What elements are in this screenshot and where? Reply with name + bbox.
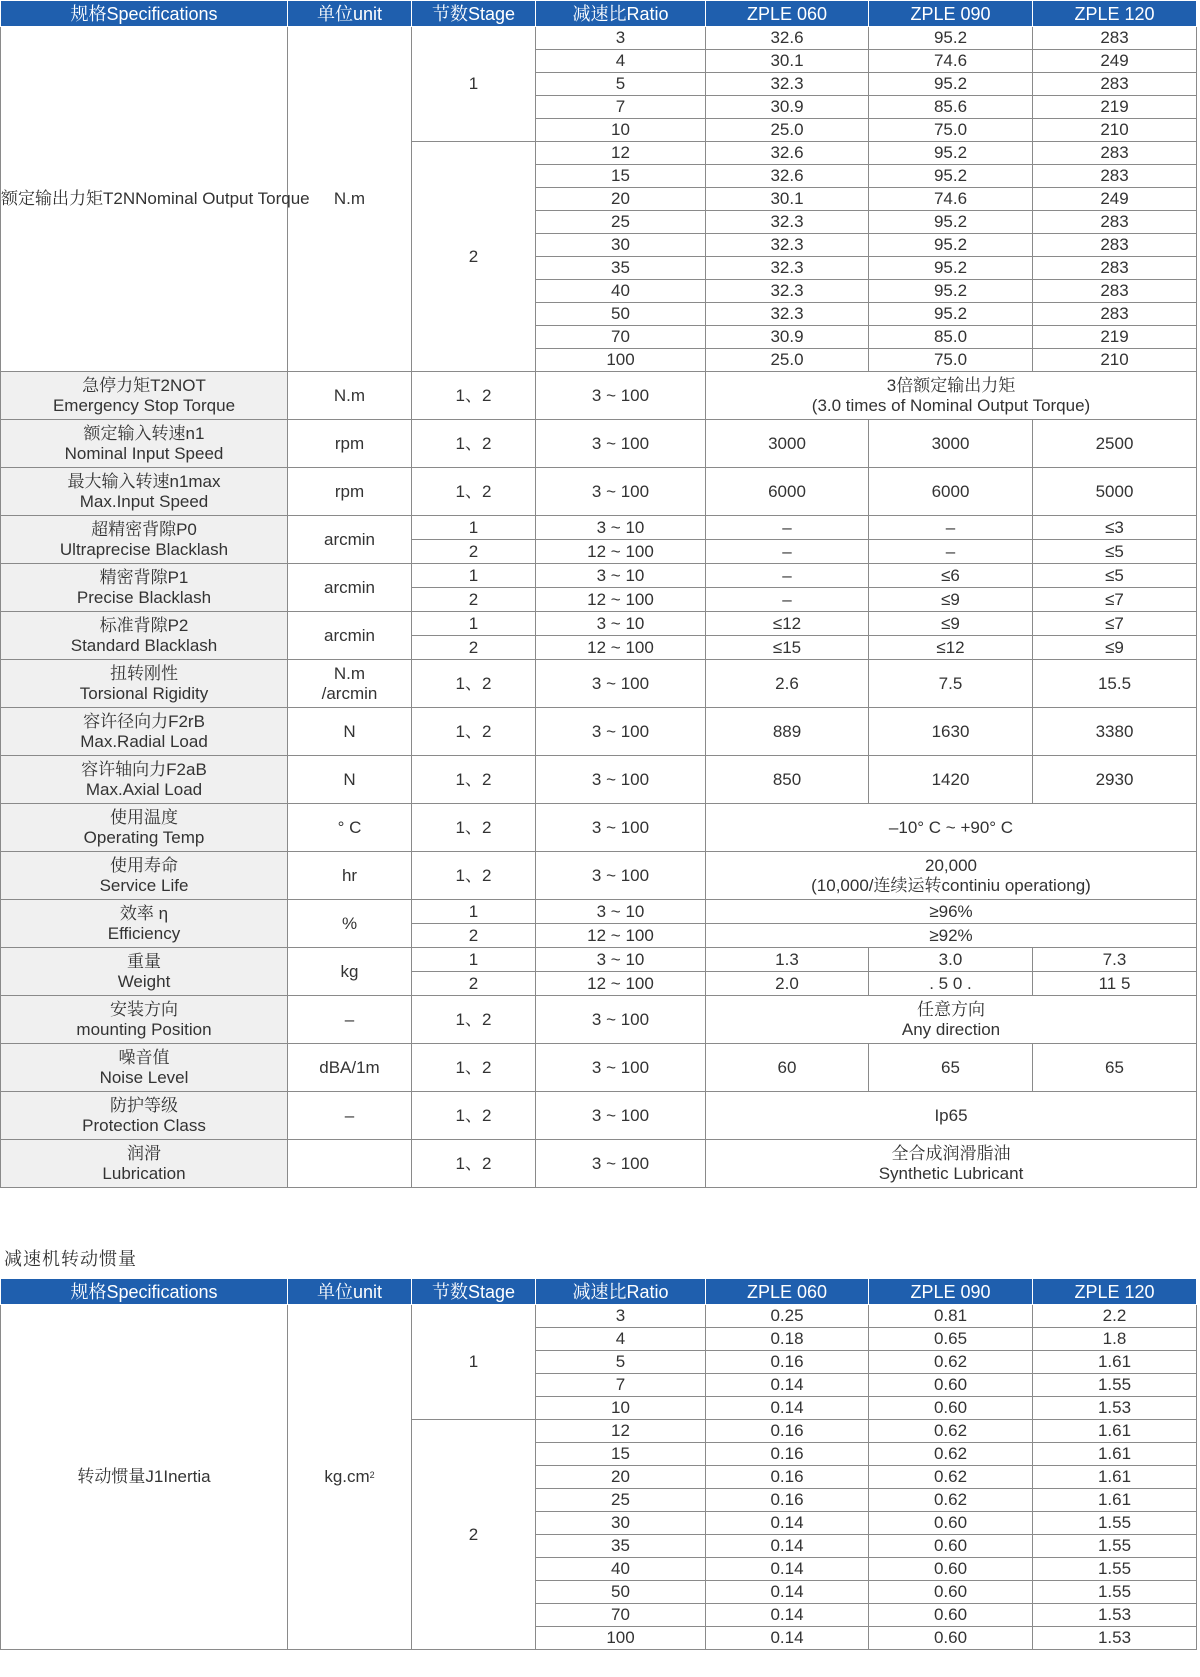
spec-label: 容许轴向力F2aB Max.Axial Load bbox=[1, 756, 288, 804]
unit-cell: arcmin bbox=[288, 516, 412, 564]
value-cell: 95.2 bbox=[869, 234, 1033, 257]
value-cell: ≤9 bbox=[1033, 636, 1197, 660]
value-cell: 889 bbox=[706, 708, 869, 756]
ratio-cell: 30 bbox=[536, 1512, 706, 1535]
value-cell: 1.8 bbox=[1033, 1328, 1197, 1351]
value-cell: 74.6 bbox=[869, 50, 1033, 73]
stage-cell: 1、2 bbox=[412, 996, 536, 1044]
ratio-cell: 7 bbox=[536, 96, 706, 119]
value-cell: 32.6 bbox=[706, 142, 869, 165]
spec-label: 急停力矩T2NOT Emergency Stop Torque bbox=[1, 372, 288, 420]
value-cell: 0.16 bbox=[706, 1420, 869, 1443]
value-cell: 0.62 bbox=[869, 1420, 1033, 1443]
value-cell: 1.61 bbox=[1033, 1466, 1197, 1489]
ratio-cell: 10 bbox=[536, 1397, 706, 1420]
value-cell: 6000 bbox=[706, 468, 869, 516]
stage-cell: 2 bbox=[412, 588, 536, 612]
value-cell: 0.60 bbox=[869, 1512, 1033, 1535]
table-row bbox=[1, 1305, 1197, 1328]
value-cell: – bbox=[869, 540, 1033, 564]
ratio-cell: 35 bbox=[536, 1535, 706, 1558]
ratio-cell: 10 bbox=[536, 119, 706, 142]
value-cell: 95.2 bbox=[869, 211, 1033, 234]
ratio-cell: 50 bbox=[536, 303, 706, 326]
header-row bbox=[1, 1, 1197, 27]
ratio-cell: 3 ~ 100 bbox=[536, 420, 706, 468]
value-cell: ≤15 bbox=[706, 636, 869, 660]
value-cell: 32.6 bbox=[706, 165, 869, 188]
table-row bbox=[1, 420, 1197, 468]
value-cell: 0.16 bbox=[706, 1489, 869, 1512]
header-ratio: 减速比Ratio bbox=[536, 1279, 706, 1305]
value-cell: 32.3 bbox=[706, 211, 869, 234]
header-zple120: ZPLE 120 bbox=[1033, 1279, 1197, 1305]
value-cell: 283 bbox=[1033, 165, 1197, 188]
value-cell: 30.1 bbox=[706, 188, 869, 211]
value-cell: 0.60 bbox=[869, 1374, 1033, 1397]
unit-cell: N bbox=[288, 708, 412, 756]
value-cell: 249 bbox=[1033, 50, 1197, 73]
ratio-cell: 3 ~ 100 bbox=[536, 1092, 706, 1140]
table-row bbox=[1, 468, 1197, 516]
unit-cell: rpm bbox=[288, 420, 412, 468]
unit-cell: ° C bbox=[288, 804, 412, 852]
value-cell: 0.65 bbox=[869, 1328, 1033, 1351]
value-cell: – bbox=[706, 516, 869, 540]
unit-cell: arcmin bbox=[288, 564, 412, 612]
table-row bbox=[1, 1140, 1197, 1188]
header-unit: 单位unit bbox=[288, 1279, 412, 1305]
ratio-cell: 12 bbox=[536, 1420, 706, 1443]
value-cell: 0.25 bbox=[706, 1305, 869, 1328]
table-row bbox=[1, 708, 1197, 756]
value-cell: 210 bbox=[1033, 349, 1197, 372]
value-cell: 85.6 bbox=[869, 96, 1033, 119]
value-cell: ≥96% bbox=[706, 900, 1197, 924]
header-ratio: 减速比Ratio bbox=[536, 1, 706, 27]
value-cell: 0.14 bbox=[706, 1374, 869, 1397]
value-cell: 2.2 bbox=[1033, 1305, 1197, 1328]
value-cell: 1630 bbox=[869, 708, 1033, 756]
value-cell: 7.5 bbox=[869, 660, 1033, 708]
value-cell: 2.0 bbox=[706, 972, 869, 996]
value-cell: 95.2 bbox=[869, 165, 1033, 188]
value-cell: 15.5 bbox=[1033, 660, 1197, 708]
unit-cell: N.m bbox=[288, 372, 412, 420]
ratio-cell: 15 bbox=[536, 1443, 706, 1466]
table-row bbox=[1, 948, 1197, 972]
value-cell: 3倍额定输出力矩 (3.0 times of Nominal Output Torque) bbox=[706, 372, 1197, 420]
stage-cell: 2 bbox=[412, 1420, 536, 1650]
unit-cell: arcmin bbox=[288, 612, 412, 660]
value-cell: 219 bbox=[1033, 96, 1197, 119]
stage-cell: 1、2 bbox=[412, 468, 536, 516]
value-cell: 30.9 bbox=[706, 96, 869, 119]
header-spec: 规格Specifications bbox=[1, 1, 288, 27]
header-stage: 节数Stage bbox=[412, 1, 536, 27]
value-cell: 任意方向 Any direction bbox=[706, 996, 1197, 1044]
value-cell: 0.16 bbox=[706, 1351, 869, 1374]
stage-cell: 1、2 bbox=[412, 1044, 536, 1092]
ratio-cell: 35 bbox=[536, 257, 706, 280]
value-cell: 1.61 bbox=[1033, 1489, 1197, 1512]
table-row bbox=[1, 804, 1197, 852]
value-cell: ≤6 bbox=[869, 564, 1033, 588]
value-cell: 7.3 bbox=[1033, 948, 1197, 972]
ratio-cell: 3 ~ 100 bbox=[536, 852, 706, 900]
unit-cell: kg bbox=[288, 948, 412, 996]
value-cell: 75.0 bbox=[869, 349, 1033, 372]
value-cell: 1.61 bbox=[1033, 1443, 1197, 1466]
inertia-table bbox=[0, 1278, 1197, 1650]
value-cell: 20,000 (10,000/连续运转continiu operationg) bbox=[706, 852, 1197, 900]
value-cell: 2930 bbox=[1033, 756, 1197, 804]
torque-body bbox=[1, 27, 1197, 372]
value-cell: 1.53 bbox=[1033, 1397, 1197, 1420]
unit-cell: % bbox=[288, 900, 412, 948]
table-row bbox=[1, 996, 1197, 1044]
spec-label: 标准背隙P2 Standard Blacklash bbox=[1, 612, 288, 660]
stage-cell: 1 bbox=[412, 564, 536, 588]
ratio-cell: 5 bbox=[536, 73, 706, 96]
ratio-cell: 70 bbox=[536, 1604, 706, 1627]
ratio-cell: 5 bbox=[536, 1351, 706, 1374]
value-cell: 1.3 bbox=[706, 948, 869, 972]
value-cell: 0.14 bbox=[706, 1535, 869, 1558]
table-row bbox=[1, 900, 1197, 924]
inertia-body bbox=[1, 1305, 1197, 1650]
ratio-cell: 3 ~ 100 bbox=[536, 996, 706, 1044]
value-cell: Ip65 bbox=[706, 1092, 1197, 1140]
spec-label: 重量 Weight bbox=[1, 948, 288, 996]
value-cell: 0.16 bbox=[706, 1466, 869, 1489]
ratio-cell: 4 bbox=[536, 1328, 706, 1351]
value-cell: ≤5 bbox=[1033, 564, 1197, 588]
ratio-cell: 20 bbox=[536, 1466, 706, 1489]
value-cell: 95.2 bbox=[869, 142, 1033, 165]
ratio-cell: 30 bbox=[536, 234, 706, 257]
value-cell: 32.3 bbox=[706, 280, 869, 303]
value-cell: 283 bbox=[1033, 257, 1197, 280]
value-cell: 1.55 bbox=[1033, 1558, 1197, 1581]
value-cell: 85.0 bbox=[869, 326, 1033, 349]
stage-cell: 1、2 bbox=[412, 756, 536, 804]
value-cell: 32.6 bbox=[706, 27, 869, 50]
spec-label: 超精密背隙P0 Ultraprecise Blacklash bbox=[1, 516, 288, 564]
ratio-cell: 20 bbox=[536, 188, 706, 211]
value-cell: ≤7 bbox=[1033, 588, 1197, 612]
value-cell: 0.14 bbox=[706, 1581, 869, 1604]
ratio-cell: 70 bbox=[536, 326, 706, 349]
unit-cell: – bbox=[288, 996, 412, 1044]
ratio-cell: 3 ~ 10 bbox=[536, 564, 706, 588]
value-cell: 95.2 bbox=[869, 280, 1033, 303]
ratio-cell: 3 bbox=[536, 27, 706, 50]
value-cell: 65 bbox=[869, 1044, 1033, 1092]
stage-cell: 2 bbox=[412, 636, 536, 660]
unit-cell bbox=[288, 1140, 412, 1188]
value-cell: 3380 bbox=[1033, 708, 1197, 756]
table-row bbox=[1, 756, 1197, 804]
value-cell: – bbox=[706, 564, 869, 588]
stage-cell: 1 bbox=[412, 1305, 536, 1420]
value-cell: 32.3 bbox=[706, 257, 869, 280]
stage-cell: 1、2 bbox=[412, 372, 536, 420]
header-row bbox=[1, 1279, 1197, 1305]
stage-cell: 2 bbox=[412, 972, 536, 996]
value-cell: 95.2 bbox=[869, 27, 1033, 50]
value-cell: 25.0 bbox=[706, 349, 869, 372]
value-cell: 6000 bbox=[869, 468, 1033, 516]
stage-cell: 2 bbox=[412, 540, 536, 564]
value-cell: 0.60 bbox=[869, 1627, 1033, 1650]
spec-label: 精密背隙P1 Precise Blacklash bbox=[1, 564, 288, 612]
stage-cell: 1、2 bbox=[412, 1092, 536, 1140]
spec-label: 转动惯量J1Inertia bbox=[1, 1305, 288, 1650]
value-cell: 1.55 bbox=[1033, 1374, 1197, 1397]
value-cell: 283 bbox=[1033, 280, 1197, 303]
ratio-cell: 50 bbox=[536, 1581, 706, 1604]
value-cell: 0.62 bbox=[869, 1443, 1033, 1466]
unit-cell: $kg.cm^2$ bbox=[288, 1305, 412, 1650]
ratio-cell: 100 bbox=[536, 1627, 706, 1650]
value-cell: 30.1 bbox=[706, 50, 869, 73]
value-cell: ≤3 bbox=[1033, 516, 1197, 540]
table-row bbox=[1, 516, 1197, 540]
header-zple090: ZPLE 090 bbox=[869, 1279, 1033, 1305]
value-cell: 0.81 bbox=[869, 1305, 1033, 1328]
ratio-cell: 25 bbox=[536, 211, 706, 234]
value-cell: 1.61 bbox=[1033, 1420, 1197, 1443]
value-cell: 283 bbox=[1033, 27, 1197, 50]
value-cell: 32.3 bbox=[706, 73, 869, 96]
value-cell: 5000 bbox=[1033, 468, 1197, 516]
stage-cell: 1 bbox=[412, 948, 536, 972]
value-cell: 0.60 bbox=[869, 1581, 1033, 1604]
value-cell: 1420 bbox=[869, 756, 1033, 804]
ratio-cell: 3 ~ 10 bbox=[536, 900, 706, 924]
ratio-cell: 12 ~ 100 bbox=[536, 924, 706, 948]
value-cell: 3.0 bbox=[869, 948, 1033, 972]
spec-label: 使用温度 Operating Temp bbox=[1, 804, 288, 852]
value-cell: 283 bbox=[1033, 211, 1197, 234]
value-cell: – bbox=[706, 588, 869, 612]
value-cell: 0.60 bbox=[869, 1558, 1033, 1581]
value-cell: 283 bbox=[1033, 142, 1197, 165]
ratio-cell: 12 ~ 100 bbox=[536, 540, 706, 564]
value-cell: 1.53 bbox=[1033, 1604, 1197, 1627]
stage-cell: 2 bbox=[412, 142, 536, 372]
ratio-cell: 4 bbox=[536, 50, 706, 73]
ratio-cell: 12 bbox=[536, 142, 706, 165]
value-cell: 0.60 bbox=[869, 1604, 1033, 1627]
ratio-cell: 3 ~ 100 bbox=[536, 756, 706, 804]
value-cell: 0.60 bbox=[869, 1535, 1033, 1558]
ratio-cell: 3 ~ 100 bbox=[536, 708, 706, 756]
value-cell: 283 bbox=[1033, 234, 1197, 257]
stage-cell: 1 bbox=[412, 612, 536, 636]
value-cell: 30.9 bbox=[706, 326, 869, 349]
value-cell: . 5 0 . bbox=[869, 972, 1033, 996]
value-cell: 2500 bbox=[1033, 420, 1197, 468]
value-cell: 32.3 bbox=[706, 303, 869, 326]
spec-label: 容许径向力F2rB Max.Radial Load bbox=[1, 708, 288, 756]
header-zple060: ZPLE 060 bbox=[706, 1279, 869, 1305]
value-cell: ≤12 bbox=[706, 612, 869, 636]
value-cell: 249 bbox=[1033, 188, 1197, 211]
value-cell: 1.61 bbox=[1033, 1351, 1197, 1374]
value-cell: 1.53 bbox=[1033, 1627, 1197, 1650]
stage-cell: 1、2 bbox=[412, 1140, 536, 1188]
value-cell: 283 bbox=[1033, 73, 1197, 96]
value-cell: 95.2 bbox=[869, 73, 1033, 96]
spec-label: 额定输入转速n1 Nominal Input Speed bbox=[1, 420, 288, 468]
value-cell: 0.14 bbox=[706, 1512, 869, 1535]
value-cell: 850 bbox=[706, 756, 869, 804]
spec-label: 润滑 Lubrication bbox=[1, 1140, 288, 1188]
value-cell: – bbox=[706, 540, 869, 564]
ratio-cell: 3 ~ 100 bbox=[536, 660, 706, 708]
ratio-cell: 12 ~ 100 bbox=[536, 636, 706, 660]
spec-label: 使用寿命 Service Life bbox=[1, 852, 288, 900]
value-cell: – bbox=[869, 516, 1033, 540]
table-row bbox=[1, 372, 1197, 420]
value-cell: 0.16 bbox=[706, 1443, 869, 1466]
ratio-cell: 3 ~ 100 bbox=[536, 1140, 706, 1188]
stage-cell: 1、2 bbox=[412, 708, 536, 756]
unit-cell: N.m bbox=[288, 27, 412, 372]
ratio-cell: 25 bbox=[536, 1489, 706, 1512]
value-cell: 0.62 bbox=[869, 1351, 1033, 1374]
value-cell: 219 bbox=[1033, 326, 1197, 349]
ratio-cell: 3 ~ 10 bbox=[536, 948, 706, 972]
stage-cell: 1、2 bbox=[412, 804, 536, 852]
value-cell: 3000 bbox=[869, 420, 1033, 468]
table-row bbox=[1, 660, 1197, 708]
table-row bbox=[1, 1044, 1197, 1092]
value-cell: 1.55 bbox=[1033, 1581, 1197, 1604]
inertia-caption: 减速机转动惯量 bbox=[4, 1249, 137, 1269]
ratio-cell: 40 bbox=[536, 280, 706, 303]
value-cell: ≤5 bbox=[1033, 540, 1197, 564]
ratio-cell: 100 bbox=[536, 349, 706, 372]
stage-cell: 1 bbox=[412, 516, 536, 540]
spec-label: 噪音值 Noise Level bbox=[1, 1044, 288, 1092]
value-cell: 95.2 bbox=[869, 257, 1033, 280]
table-row bbox=[1, 612, 1197, 636]
spec-label: 防护等级 Protection Class bbox=[1, 1092, 288, 1140]
value-cell: ≥92% bbox=[706, 924, 1197, 948]
value-cell: 11 5 bbox=[1033, 972, 1197, 996]
ratio-cell: 3 ~ 100 bbox=[536, 804, 706, 852]
stage-cell: 1 bbox=[412, 900, 536, 924]
ratio-cell: 12 ~ 100 bbox=[536, 972, 706, 996]
value-cell: 283 bbox=[1033, 303, 1197, 326]
value-cell: ≤12 bbox=[869, 636, 1033, 660]
value-cell: 74.6 bbox=[869, 188, 1033, 211]
ratio-cell: 3 ~ 100 bbox=[536, 1044, 706, 1092]
spec-label: 额定输出力矩T2NNominal Output Torque bbox=[1, 27, 288, 372]
value-cell: 0.14 bbox=[706, 1558, 869, 1581]
spec-label: 扭转刚性 Torsional Rigidity bbox=[1, 660, 288, 708]
ratio-cell: 15 bbox=[536, 165, 706, 188]
ratio-cell: 40 bbox=[536, 1558, 706, 1581]
table-row bbox=[1, 27, 1197, 50]
value-cell: 0.14 bbox=[706, 1627, 869, 1650]
ratio-cell: 3 ~ 100 bbox=[536, 468, 706, 516]
ratio-cell: 7 bbox=[536, 1374, 706, 1397]
ratio-cell: 3 bbox=[536, 1305, 706, 1328]
value-cell: 全合成润滑脂油 Synthetic Lubricant bbox=[706, 1140, 1197, 1188]
ratio-cell: 3 ~ 100 bbox=[536, 372, 706, 420]
value-cell: 1.55 bbox=[1033, 1512, 1197, 1535]
header-zple060: ZPLE 060 bbox=[706, 1, 869, 27]
unit-cell: N bbox=[288, 756, 412, 804]
stage-cell: 1、2 bbox=[412, 852, 536, 900]
value-cell: ≤7 bbox=[1033, 612, 1197, 636]
value-cell: 0.18 bbox=[706, 1328, 869, 1351]
unit-cell: rpm bbox=[288, 468, 412, 516]
specs-body bbox=[1, 372, 1197, 1188]
table-row bbox=[1, 1092, 1197, 1140]
value-cell: 32.3 bbox=[706, 234, 869, 257]
spec-label: 安装方向 mounting Position bbox=[1, 996, 288, 1044]
spec-label: 最大输入转速n1max Max.Input Speed bbox=[1, 468, 288, 516]
value-cell: 0.14 bbox=[706, 1397, 869, 1420]
spec-label: 效率 η Efficiency bbox=[1, 900, 288, 948]
stage-cell: 1、2 bbox=[412, 660, 536, 708]
header-zple090: ZPLE 090 bbox=[869, 1, 1033, 27]
ratio-cell: 3 ~ 10 bbox=[536, 516, 706, 540]
stage-cell: 1、2 bbox=[412, 420, 536, 468]
value-cell: 95.2 bbox=[869, 303, 1033, 326]
table-row bbox=[1, 564, 1197, 588]
value-cell: ≤9 bbox=[869, 612, 1033, 636]
header-zple120: ZPLE 120 bbox=[1033, 1, 1197, 27]
unit-cell: dBA/1m bbox=[288, 1044, 412, 1092]
stage-cell: 1 bbox=[412, 27, 536, 142]
stage-cell: 2 bbox=[412, 924, 536, 948]
value-cell: 0.14 bbox=[706, 1604, 869, 1627]
value-cell: 0.62 bbox=[869, 1466, 1033, 1489]
value-cell: 65 bbox=[1033, 1044, 1197, 1092]
value-cell: 1.55 bbox=[1033, 1535, 1197, 1558]
value-cell: 2.6 bbox=[706, 660, 869, 708]
value-cell: ≤9 bbox=[869, 588, 1033, 612]
value-cell: 3000 bbox=[706, 420, 869, 468]
ratio-cell: 3 ~ 10 bbox=[536, 612, 706, 636]
unit-cell: N.m /arcmin bbox=[288, 660, 412, 708]
value-cell: 0.60 bbox=[869, 1397, 1033, 1420]
unit-cell: – bbox=[288, 1092, 412, 1140]
value-cell: 75.0 bbox=[869, 119, 1033, 142]
ratio-cell: 12 ~ 100 bbox=[536, 588, 706, 612]
table-row bbox=[1, 852, 1197, 900]
value-cell: 210 bbox=[1033, 119, 1197, 142]
value-cell: –10° C ~ +90° C bbox=[706, 804, 1197, 852]
header-stage: 节数Stage bbox=[412, 1279, 536, 1305]
header-unit: 单位unit bbox=[288, 1, 412, 27]
header-spec: 规格Specifications bbox=[1, 1279, 288, 1305]
value-cell: 25.0 bbox=[706, 119, 869, 142]
value-cell: 60 bbox=[706, 1044, 869, 1092]
value-cell: 0.62 bbox=[869, 1489, 1033, 1512]
unit-cell: hr bbox=[288, 852, 412, 900]
